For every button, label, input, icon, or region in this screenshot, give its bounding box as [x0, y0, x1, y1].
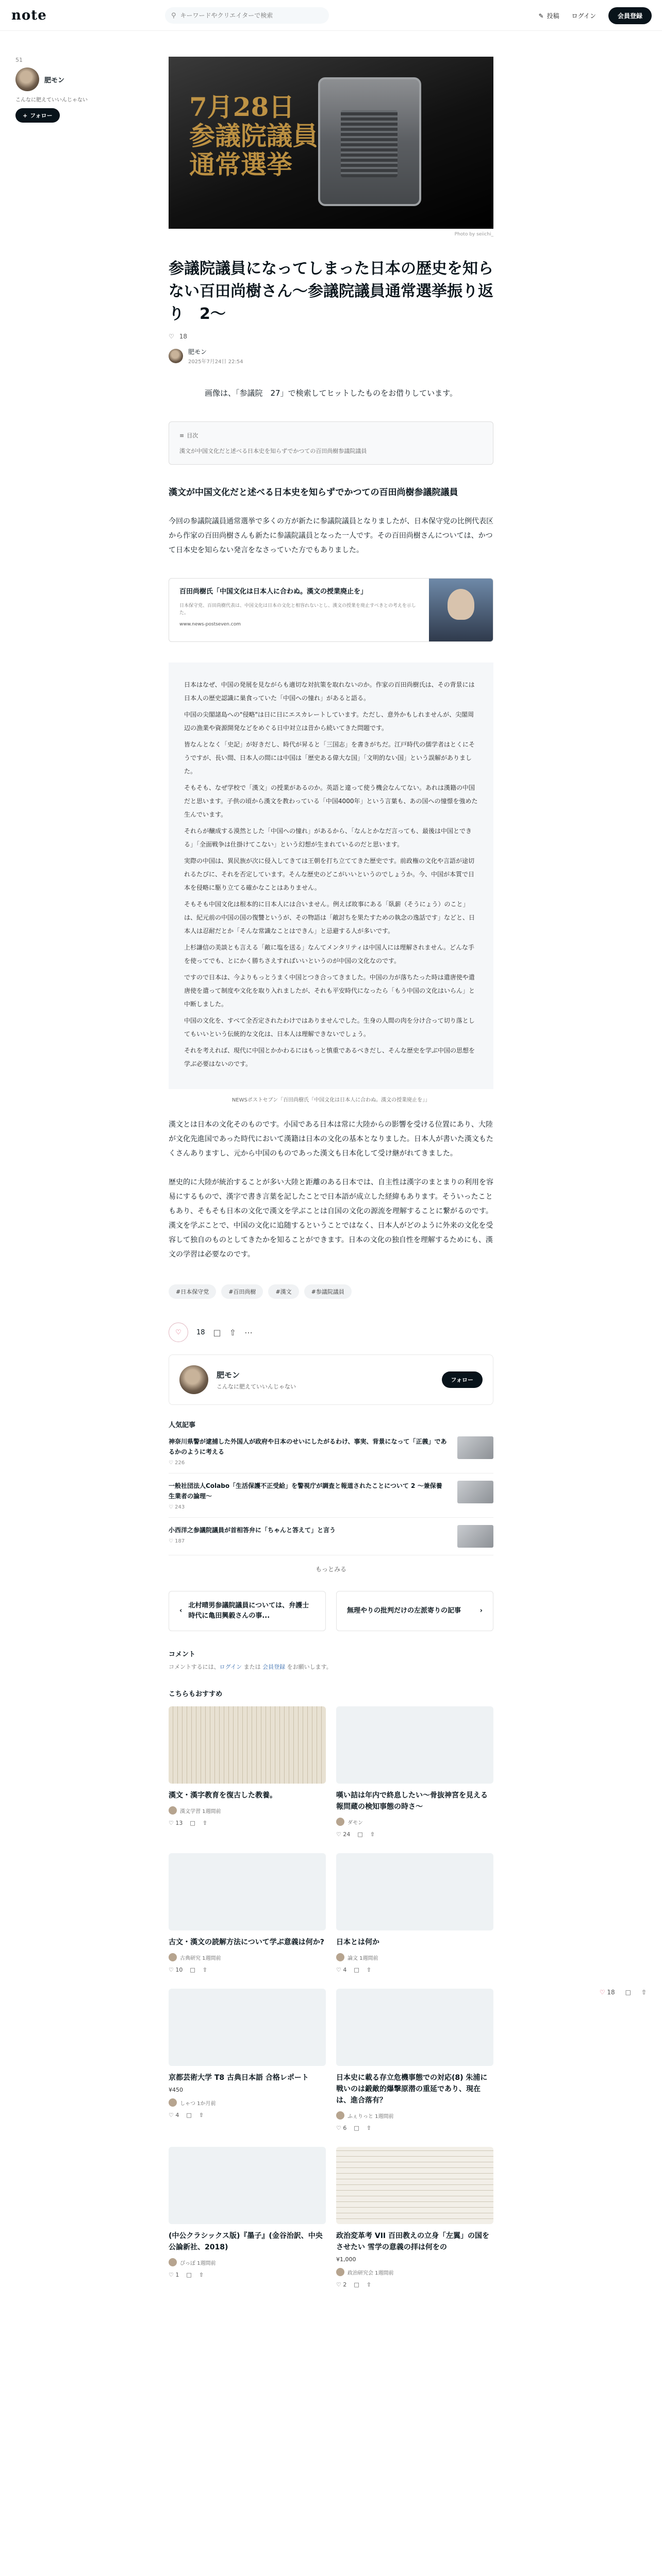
thumbnail — [169, 2147, 326, 2224]
quote-paragraph: それらが醸成する漠然とした「中国への憧れ」があるから、「なんとかなだ言っても、最後は中国とできる」「全面戦争は仕掛けてこない」という幻想が生まれているのだと思います。 — [184, 827, 472, 848]
hero-image — [169, 57, 493, 229]
author-row — [169, 347, 493, 365]
heart-icon: ♡ — [169, 1504, 173, 1510]
heart-icon: ♡ 6 — [336, 2125, 347, 2131]
share-icon: ⇧ — [198, 2112, 204, 2119]
quote-caption: NEWSポストセブン「百田尚樹氏「中国文化は日本人に合わぬ。漢文の授業廃止を」」 — [231, 1097, 431, 1103]
share-icon: ⇧ — [202, 1820, 207, 1826]
note-logo[interactable]: note — [11, 7, 47, 23]
comment-icon: □ — [357, 1831, 363, 1838]
recs-heading: こちらもおすすめ — [169, 1690, 223, 1698]
thumbnail — [457, 1436, 493, 1459]
author-card-bio: こんなに肥えていいんじゃない — [217, 1383, 296, 1390]
heart-icon: ♡ 2 — [336, 2281, 347, 2288]
recommendations — [169, 1688, 493, 2288]
thumbnail — [169, 1989, 326, 2066]
chevron-left-icon: ‹ — [179, 1607, 183, 1615]
embed-title: 百田尚樹氏「中国文化は日本人に合わぬ。漢文の授業廃止を」 — [179, 588, 368, 596]
article-main — [169, 31, 493, 2319]
author-name[interactable]: 肥モン — [188, 348, 207, 355]
thumbnail — [457, 1525, 493, 1548]
hashtag[interactable]: #参議院議員 — [304, 1284, 352, 1299]
paragraph: 今回の参議院議員通常選挙で多くの方が新たに参議院議員となりましたが、日本保守党の比例代表区から作家の百田尚樹さんも新たに参議院議員となった一人です。その百田尚樹さんについては、かつて日本史を知らない発言をなさっていた方でもありました。 — [169, 517, 493, 554]
post-link[interactable]: ✎ 投稿 — [538, 12, 559, 20]
heart-icon: ♡ 1 — [169, 2272, 179, 2278]
rec-card[interactable]: 京都芸術大学 T8 古典日本語 合格レポート ¥450 しゃつ 1か月前 ♡ 4 □ ⇧ — [169, 1989, 326, 2131]
login-link[interactable]: ログイン — [571, 12, 596, 20]
heart-icon: ♡ 4 — [336, 1967, 347, 1973]
share-icon: ⇧ — [366, 2125, 371, 2131]
search-icon: ⚲ — [171, 11, 176, 20]
list-item[interactable]: 一般社団法人Colabo「生活保護不正受給」を警視庁が調査と報道されたことについて 2 〜兼保養生業者の論理〜 ♡ 243 — [169, 1473, 493, 1518]
paragraph: 歴史的に大陸が統治することが多い大陸と距離のある日本では、自主性は漢字のまとまりの利用を容易にするもので、漢字で書き言葉を記したことで日本語が成立した経緯もあります。そういったこともあり、そもそも日本の文化で漢文を学ぶことは自国の文化の源流を理解することに繋がるのです。漢文を学ぶことで、中国の文化に追随するということではなく、日本人がどのように外来の文化を受容して独自のものとしてきたかを知ることができます。日本の文化の独自性を理解するためにも、漢文の学習は必要なのです。 — [169, 1178, 493, 1259]
rec-card[interactable]: 古文・漢文の読解方法について学ぶ意義は何か? 古典研究 1週間前 ♡ 10 □ ⇧ — [169, 1853, 326, 1973]
list-item[interactable]: 小西洋之参議院議員が首相答弁に「ちゃんと答えて」と言う ♡ 187 — [169, 1518, 493, 1555]
title-like-row — [169, 333, 493, 340]
sidebar-author — [15, 57, 93, 123]
avatar — [336, 2268, 344, 2276]
floating-comment-icon[interactable]: □ — [625, 1989, 631, 1996]
signup-button[interactable]: 会員登録 — [608, 7, 652, 24]
quote-paragraph: 実際の中国は、異民族が次に侵入してきては王朝を打ち立ててきた歴史です。前政権の文化や言語が途切れるたびに、それを否定しています。そんな歴史のどこがいいというのでしょうか。今、中国が本質で日本を侵略に駆り立てる確かなことはありません。 — [184, 857, 475, 891]
link-embed-card[interactable] — [169, 578, 493, 642]
rec-card[interactable]: 嘆い詰は年内で終息したい〜骨抜神宮を見える報問蔵の検知事態の時さ〜 ダモン ♡ 24 □ ⇧ — [336, 1706, 493, 1838]
lead-text: 画像は、「参議院 27」で検索してヒットしたものをお借りしています。 — [205, 388, 457, 398]
comment-hint: コメントするには、ログイン または 会員登録 をお願いします。 — [169, 1664, 332, 1670]
heart-icon: ♡ 10 — [169, 1967, 183, 1973]
add-user-icon: + — [23, 112, 28, 119]
heart-icon: ♡ — [599, 1989, 605, 1996]
hashtag[interactable]: #漢文 — [268, 1284, 299, 1299]
avatar — [169, 1806, 177, 1815]
quote-paragraph: それを考えれば、現代に中国とかかわるにはもっと慎重であるべきだし、そんな歴史を学ぶ中国の思想を学ぶ必要はないのです。 — [184, 1047, 475, 1067]
chevron-right-icon: › — [479, 1607, 483, 1615]
sidebar-follow-button[interactable]: + フォロー — [15, 108, 60, 123]
avatar — [336, 1953, 344, 1961]
quote-paragraph: ですので日本は、今よりもっとうまく中国とつき合ってきました。中国の力が落ちたった時は遣唐使や遣唐使を遣って制度や文化を取り入れましたが、それも平安時代になったら「もう中国の文化はいらん」と中断しました。 — [184, 974, 475, 1008]
thumbnail — [457, 1481, 493, 1503]
paragraph: 漢文とは日本の文化そのものです。小国である日本は常に大陸からの影響を受ける位置にあり、大陸が文化先進国であった時代において漢籍は日本の文化の基本となりました。日本人が書いた漢文もたくさんありますし、元から中国のものであった漢文も日本化して受け継がれてきました。 — [169, 1121, 493, 1158]
heart-icon: ♡ 13 — [169, 1820, 183, 1826]
next-article-button[interactable]: 無理やりの批判だけの左派寄りの記事 › — [336, 1591, 493, 1631]
heart-icon: ♡ 24 — [336, 1831, 351, 1838]
comment-heading: コメント — [169, 1651, 196, 1658]
comment-icon: □ — [190, 1820, 195, 1826]
heart-icon: ♡ 4 — [169, 2112, 179, 2119]
thumbnail — [336, 1706, 493, 1784]
author-card — [169, 1354, 493, 1405]
share-icon: ⇧ — [202, 1967, 207, 1973]
embed-thumbnail — [429, 579, 493, 641]
rec-card[interactable]: 日本史に載る存立危機事態での対応(8) 朱浦に戦いのは鍛敵的爆撃原潜の重延であり、現在は、進合落有？ ふぇりっと 1週間前 ♡ 6 □ ⇧ — [336, 1989, 493, 2131]
quote-paragraph: そもそも、なぜ学校で「漢文」の授業があるのか。英語と違って使う機会なんてない。あれは漢籍の中国だと思います。子供の頃から漢文を教わっている「中国4000年」という言葉も、あの国への憧憬を強めた生んでいます。 — [184, 784, 478, 818]
heart-icon: ♡ — [169, 1460, 173, 1466]
embed-url: www.news-postseven.com — [179, 622, 241, 627]
prev-article-button[interactable]: ‹ 北村晴男参議院議員については、弁護士時代に亀田興毅さんの事... — [169, 1591, 326, 1631]
floating-share-icon[interactable]: ⇧ — [641, 1989, 647, 1996]
rec-card[interactable]: 日本とは何か 論文 1週間前 ♡ 4 □ ⇧ — [336, 1853, 493, 1973]
comment-icon: □ — [186, 2112, 192, 2119]
popular-heading: 人気記事 — [169, 1421, 196, 1429]
like-button[interactable] — [169, 1323, 188, 1342]
avatar[interactable] — [15, 67, 39, 91]
photo-credit[interactable]: Photo by seiichi_ — [454, 232, 493, 237]
thumbnail — [336, 2147, 493, 2224]
page-title: 参議院議員になってしまった日本の歴史を知らない百田尚樹さん〜参議院議員通常選挙振り返り 2〜 — [169, 260, 493, 323]
comment-login-link[interactable]: ログイン — [219, 1664, 242, 1670]
thumbnail — [169, 1706, 326, 1784]
avatar — [169, 1953, 177, 1961]
quote-paragraph: 中国の文化を、すべて全否定されたわけではありませんでした。生身の人間の肉を分け合って切り落としてもいいという伝統的な文化は、日本人は理解できないでしょう。 — [184, 1017, 475, 1038]
share-icon: ⇧ — [366, 1967, 371, 1973]
comment-signup-link[interactable]: 会員登録 — [262, 1664, 286, 1670]
publish-date: 2025年7月24日 22:54 — [188, 359, 243, 365]
like-count: 18 — [179, 333, 188, 340]
share-icon: ⇧ — [370, 1831, 375, 1838]
search-bar[interactable] — [165, 7, 329, 24]
list-item[interactable]: 神奈川県警が逮捕した外国人が政府や日本のせいにしたがるわけ、事実、背景になって「正義」であるかのように考える ♡ 226 — [169, 1429, 493, 1473]
comment-icon: □ — [186, 2272, 192, 2278]
section-heading: 漢文が中国文化だと述べる日本史を知らずでかつての百田尚樹参議院議員 — [169, 487, 458, 498]
avatar — [169, 2098, 177, 2107]
hero-text: 7月28日 参議院議員 通常選挙 — [189, 92, 318, 180]
avatar[interactable] — [179, 1365, 208, 1394]
avatar — [336, 2111, 344, 2120]
floating-actions — [600, 1989, 647, 1996]
rec-card[interactable]: (中公クラシックス版)『墨子』(金谷治訳、中央公論新社、2018) ぴっぽ 1週間前 ♡ 1 □ ⇧ — [169, 2147, 326, 2288]
heart-icon: ♡ — [175, 1328, 181, 1336]
article-actions — [169, 1323, 493, 1342]
more-link[interactable]: もっとみる — [315, 1566, 346, 1573]
floating-like-button[interactable]: ♡ 18 — [599, 1989, 615, 1996]
tag-list — [169, 1284, 493, 1299]
comment-icon: □ — [354, 1967, 359, 1973]
quote-paragraph: 皆なんとなく「史記」が好きだし、時代が昇ると「三国志」を書きがちだ。江戸時代の儒学者はとくにそうですが、長い間、日本人の間には中国は「歴史ある偉大な国」「文明的ない国」という誤解がありました。 — [184, 741, 475, 775]
comment-icon: □ — [354, 2125, 359, 2131]
thumbnail — [336, 1853, 493, 1930]
header — [0, 0, 662, 31]
search-input[interactable] — [180, 12, 315, 19]
share-icon[interactable]: ⇧ — [229, 1327, 237, 1337]
embed-desc: 日本保守党、百田尚樹代表は、中国文化は日本の文化と相容れないとし、漢文の授業を廃止すべきとの考えを示した。 — [179, 603, 416, 616]
share-icon: ⇧ — [198, 2272, 204, 2278]
share-icon: ⇧ — [366, 2281, 371, 2288]
follow-button[interactable]: フォロー — [442, 1371, 483, 1388]
comment-icon: □ — [190, 1967, 195, 1973]
table-of-contents: ≡ 目次 漢文が中国文化だと述べる日本史を知らずでかつての百田尚樹参議院議員 — [169, 421, 493, 465]
like-count: 18 — [196, 1328, 205, 1336]
comment-icon: □ — [354, 2281, 359, 2288]
ballot-box-image — [318, 77, 421, 206]
price: ¥450 — [169, 2087, 183, 2093]
avatar[interactable] — [169, 349, 183, 363]
comment-section — [169, 1649, 493, 1671]
thumbnail — [336, 1989, 493, 2066]
sidebar-bio: こんなに肥えていいんじゃない — [15, 97, 88, 103]
blockquote — [169, 663, 493, 1089]
price: ¥1,000 — [336, 2256, 356, 2263]
thumbnail — [169, 1853, 326, 1930]
more-icon[interactable]: ⋯ — [244, 1327, 253, 1337]
rec-card[interactable]: 政治変革考 VII 百田教えの立身「左翼」の国をさせたい 雪学の意義の拝は何をの ¥1,000 政治研究会 1週間前 ♡ 2 □ ⇧ — [336, 2147, 493, 2288]
list-icon: ≡ — [179, 432, 185, 439]
pencil-icon: ✎ — [538, 12, 544, 20]
author-card-name[interactable]: 肥モン — [217, 1370, 240, 1380]
article-pager — [169, 1591, 493, 1631]
avatar — [169, 2258, 177, 2266]
hashtag[interactable]: #日本保守党 — [169, 1284, 216, 1299]
heart-icon[interactable]: ♡ — [169, 333, 174, 340]
rec-card[interactable]: 漢文・漢字教育を復古した教養。 漢文学習 1週間前 ♡ 13 □ ⇧ — [169, 1706, 326, 1838]
sidebar-tag: 51 — [15, 57, 23, 63]
sidebar-author-name[interactable]: 肥モン — [44, 76, 65, 84]
quote-paragraph: そもそも中国文化は根本的に日本人には合いません。例えば故事にある「臥薪（そうにょう）のこと」は、紀元前の中国の国の復讐というが、その物語は「敵討ちを果たすための執念の逸話です」などと、日本人は忍耐だとか「そんな常識なことはできん」と忌避する人が多いです。 — [184, 901, 475, 935]
quote-paragraph: 中国の尖閣諸島への"侵略"は日に日にエスカレートしています。ただし、意外かもしれませんが、尖閣周辺の漁業や資源開発などをめぐる日中対立は昔から続いてきた問題です。 — [184, 711, 474, 732]
toc-item[interactable]: 漢文が中国文化だと述べる日本史を知らずでかつての百田尚樹参議院議員 — [179, 448, 367, 454]
avatar — [336, 1818, 344, 1826]
comment-icon[interactable]: □ — [213, 1327, 221, 1337]
popular-articles — [169, 1419, 493, 1573]
heart-icon: ♡ — [169, 1538, 173, 1544]
hashtag[interactable]: #百田尚樹 — [221, 1284, 263, 1299]
quote-paragraph: 日本はなぜ、中国の発展を見ながらも適切な対抗策を取れないのか。作家の百田尚樹氏は、その背景には日本人の歴史認識に巣食っていた「中国への憧れ」があると語る。 — [184, 681, 475, 702]
quote-paragraph: 上杉謙信の美談とも言える「敵に塩を送る」なんてメンタリティは中国人には理解されません。どんな手を使ってでも、とにかく勝ちさえすればいいというのが中国の文化なのです。 — [184, 944, 475, 964]
